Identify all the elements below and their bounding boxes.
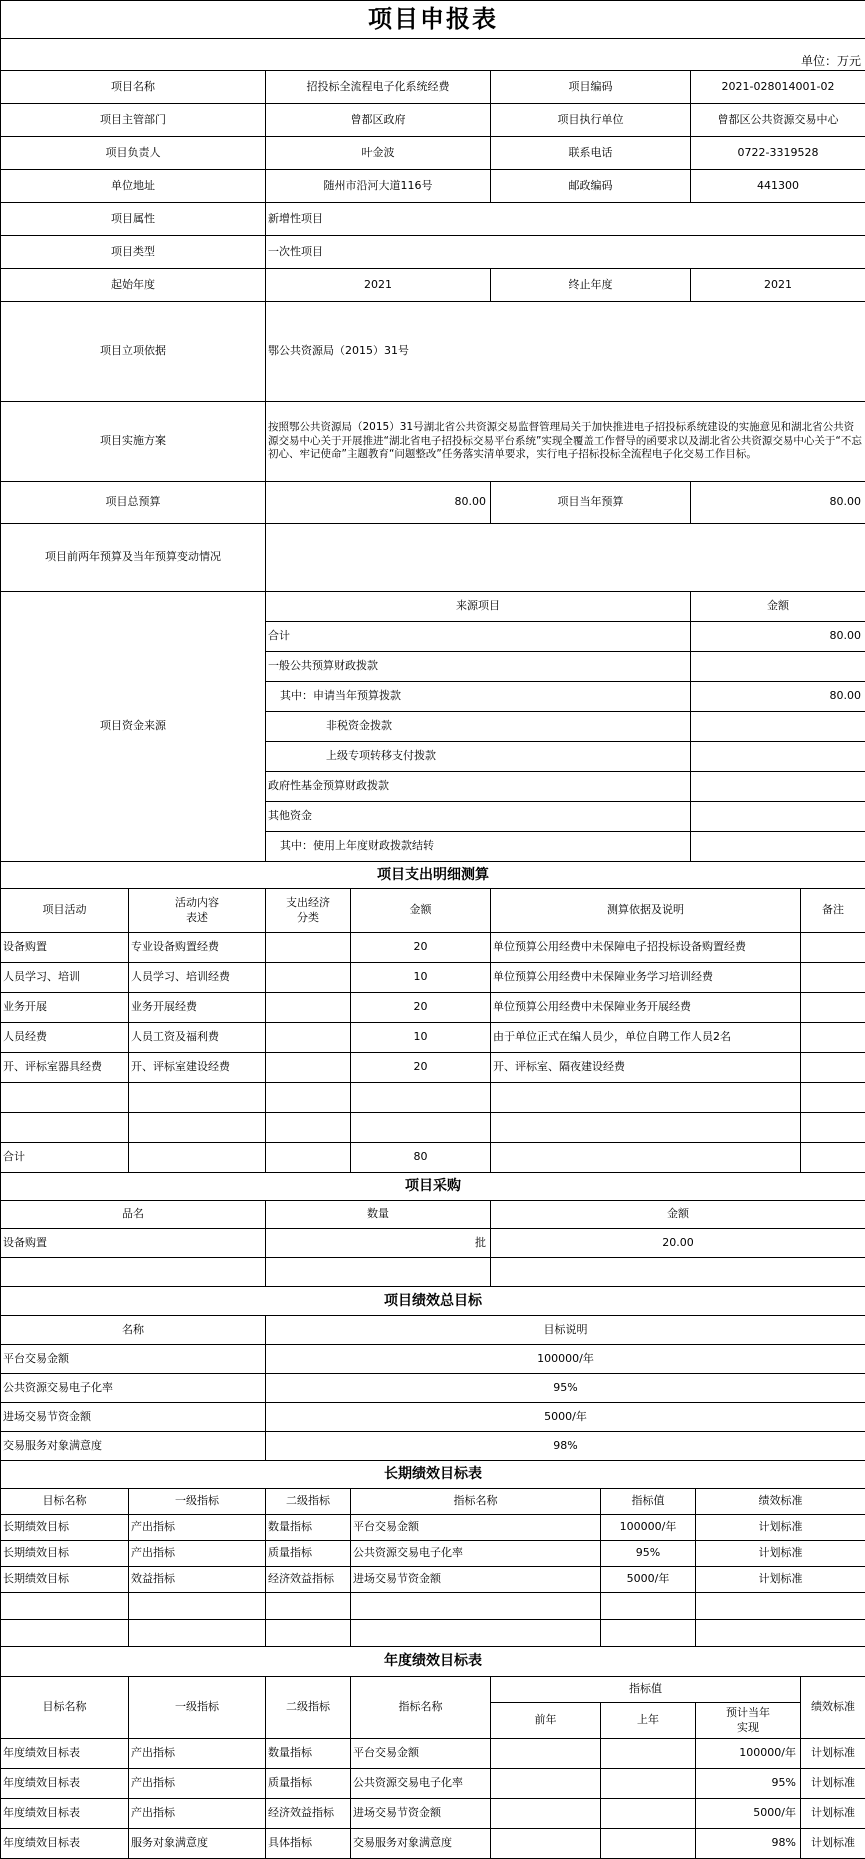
annual-prev <box>601 1769 696 1799</box>
longterm-goal <box>1 1593 129 1620</box>
longterm-header: 指标名称 <box>351 1489 601 1515</box>
overall-section-title: 项目绩效总目标 <box>1 1287 865 1316</box>
budget-change-label: 项目前两年预算及当年预算变动情况 <box>1 524 266 592</box>
annual-indicator: 公共资源交易电子化率 <box>351 1769 491 1799</box>
annual-l1: 服务对象满意度 <box>129 1829 266 1859</box>
expense-row <box>1 933 865 963</box>
funding-row-name: 上级专项转移支付拨款 <box>266 742 691 772</box>
addr-value: 随州市沿河大道116号 <box>266 170 491 203</box>
total-budget-value: 80.00 <box>266 482 491 524</box>
longterm-standard: 计划标准 <box>696 1541 865 1567</box>
annual-indicator: 平台交易金额 <box>351 1739 491 1769</box>
longterm-row <box>1 1515 865 1541</box>
expense-class <box>266 1143 351 1173</box>
expense-content <box>129 1113 266 1143</box>
start-year-label: 起始年度 <box>1 269 266 302</box>
expense-activity <box>1 1083 129 1113</box>
longterm-value: 95% <box>601 1541 696 1567</box>
longterm-value: 5000/年 <box>601 1567 696 1593</box>
current-budget-value: 80.00 <box>691 482 865 524</box>
longterm-l1 <box>129 1620 266 1647</box>
name-label: 项目名称 <box>1 71 266 104</box>
zip-label: 邮政编码 <box>491 170 691 203</box>
funding-row-amount <box>691 802 865 832</box>
expense-content: 业务开展经费 <box>129 993 266 1023</box>
expense-class <box>266 1053 351 1083</box>
procurement-item: 设备购置 <box>1 1229 266 1258</box>
annual-expect: 98% <box>696 1829 801 1859</box>
expense-amount: 20 <box>351 993 491 1023</box>
expense-amount <box>351 1113 491 1143</box>
funding-row-amount <box>691 712 865 742</box>
expense-content <box>129 1083 266 1113</box>
longterm-indicator: 公共资源交易电子化率 <box>351 1541 601 1567</box>
annual-l2: 具体指标 <box>266 1829 351 1859</box>
total-budget-label: 项目总预算 <box>1 482 266 524</box>
annual-row <box>1 1799 865 1829</box>
procurement-qty <box>266 1258 491 1287</box>
procurement-header: 品名 <box>1 1201 266 1229</box>
longterm-standard <box>696 1593 865 1620</box>
expense-total-label: 合计 <box>1 1143 129 1173</box>
expense-amount: 20 <box>351 933 491 963</box>
funding-label: 项目资金来源 <box>1 592 266 862</box>
expense-header: 支出经济 分类 <box>266 889 351 933</box>
annual-header-l2: 二级指标 <box>266 1677 351 1739</box>
expense-content: 人员工资及福利费 <box>129 1023 266 1053</box>
procurement-row <box>1 1229 865 1258</box>
annual-header-prev: 上年 <box>601 1703 696 1739</box>
expense-class <box>266 1083 351 1113</box>
longterm-header: 一级指标 <box>129 1489 266 1515</box>
annual-prev2 <box>491 1799 601 1829</box>
basis-label: 项目立项依据 <box>1 302 266 402</box>
overall-name: 公共资源交易电子化率 <box>1 1374 266 1403</box>
expense-remark <box>801 1053 865 1083</box>
annual-expect: 95% <box>696 1769 801 1799</box>
annual-standard: 计划标准 <box>801 1799 865 1829</box>
expense-basis: 单位预算公用经费中未保障业务学习培训经费 <box>491 963 801 993</box>
annual-standard: 计划标准 <box>801 1829 865 1859</box>
funding-row-name: 其他资金 <box>266 802 691 832</box>
expense-remark <box>801 963 865 993</box>
expense-header: 测算依据及说明 <box>491 889 801 933</box>
expense-remark <box>801 1083 865 1113</box>
basis-value: 鄂公共资源局（2015）31号 <box>266 302 865 402</box>
exec-label: 项目执行单位 <box>491 104 691 137</box>
type-label: 项目类型 <box>1 236 266 269</box>
expense-class <box>266 963 351 993</box>
expense-content: 开、评标室建设经费 <box>129 1053 266 1083</box>
overall-row <box>1 1374 865 1403</box>
expense-class <box>266 1023 351 1053</box>
expense-remark <box>801 1143 865 1173</box>
annual-header-expect: 预计当年 实现 <box>696 1703 801 1739</box>
longterm-l1 <box>129 1593 266 1620</box>
form-title: 项目申报表 <box>1 1 865 39</box>
funding-row-amount <box>691 772 865 802</box>
procurement-item <box>1 1258 266 1287</box>
annual-prev <box>601 1829 696 1859</box>
longterm-l1: 产出指标 <box>129 1541 266 1567</box>
longterm-row <box>1 1541 865 1567</box>
annual-goal: 年度绩效目标表 <box>1 1829 129 1859</box>
funding-row-amount: 80.00 <box>691 682 865 712</box>
expense-activity <box>1 1113 129 1143</box>
annual-l1: 产出指标 <box>129 1769 266 1799</box>
annual-l1: 产出指标 <box>129 1799 266 1829</box>
expense-row <box>1 993 865 1023</box>
overall-row <box>1 1345 865 1374</box>
procurement-row <box>1 1258 865 1287</box>
expense-amount: 10 <box>351 1023 491 1053</box>
exec-value: 曾都区公共资源交易中心 <box>691 104 865 137</box>
longterm-value <box>601 1593 696 1620</box>
overall-desc: 5000/年 <box>266 1403 865 1432</box>
funding-row-name: 一般公共预算财政拨款 <box>266 652 691 682</box>
overall-header: 目标说明 <box>266 1316 865 1345</box>
longterm-indicator <box>351 1593 601 1620</box>
annual-goal: 年度绩效目标表 <box>1 1739 129 1769</box>
expense-row <box>1 1113 865 1143</box>
attr-value: 新增性项目 <box>266 203 865 236</box>
expense-basis <box>491 1113 801 1143</box>
procurement-amount <box>491 1258 865 1287</box>
expense-class <box>266 1113 351 1143</box>
annual-standard: 计划标准 <box>801 1739 865 1769</box>
funding-row-name: 其中：使用上年度财政拨款结转 <box>266 832 691 862</box>
longterm-l2: 质量指标 <box>266 1541 351 1567</box>
plan-label: 项目实施方案 <box>1 402 266 482</box>
type-value: 一次性项目 <box>266 236 865 269</box>
attr-label: 项目属性 <box>1 203 266 236</box>
longterm-l1: 产出指标 <box>129 1515 266 1541</box>
dept-value: 曾都区政府 <box>266 104 491 137</box>
procurement-header: 金额 <box>491 1201 865 1229</box>
expense-activity: 人员学习、培训 <box>1 963 129 993</box>
expense-basis: 单位预算公用经费中未保障电子招投标设备购置经费 <box>491 933 801 963</box>
funding-row-amount: 80.00 <box>691 622 865 652</box>
longterm-header: 绩效标准 <box>696 1489 865 1515</box>
annual-header-value: 指标值 <box>491 1677 801 1703</box>
expense-basis: 开、评标室、隔夜建设经费 <box>491 1053 801 1083</box>
expense-table <box>0 861 865 1173</box>
expense-total-row <box>1 1143 865 1173</box>
longterm-row <box>1 1593 865 1620</box>
overall-desc: 100000/年 <box>266 1345 865 1374</box>
expense-header: 项目活动 <box>1 889 129 933</box>
annual-standard: 计划标准 <box>801 1769 865 1799</box>
expense-basis <box>491 1083 801 1113</box>
longterm-indicator <box>351 1620 601 1647</box>
phone-label: 联系电话 <box>491 137 691 170</box>
annual-prev <box>601 1739 696 1769</box>
expense-content <box>129 1143 266 1173</box>
annual-header-standard: 绩效标准 <box>801 1677 865 1739</box>
code-value: 2021-028014001-02 <box>691 71 865 104</box>
annual-row <box>1 1829 865 1859</box>
overall-desc: 95% <box>266 1374 865 1403</box>
expense-row <box>1 1023 865 1053</box>
funding-col-source: 来源项目 <box>266 592 691 622</box>
expense-remark <box>801 993 865 1023</box>
funding-row-name: 合计 <box>266 622 691 652</box>
longterm-goals-table <box>0 1460 865 1647</box>
overall-row <box>1 1403 865 1432</box>
procurement-header: 数量 <box>266 1201 491 1229</box>
expense-header: 活动内容 表述 <box>129 889 266 933</box>
expense-content: 专业设备购置经费 <box>129 933 266 963</box>
expense-activity: 开、评标室器具经费 <box>1 1053 129 1083</box>
longterm-header: 目标名称 <box>1 1489 129 1515</box>
annual-l2: 数量指标 <box>266 1739 351 1769</box>
leader-value: 叶金波 <box>266 137 491 170</box>
expense-activity: 设备购置 <box>1 933 129 963</box>
annual-goals-table <box>0 1646 865 1859</box>
expense-remark <box>801 1023 865 1053</box>
overall-name: 进场交易节资金额 <box>1 1403 266 1432</box>
annual-goal: 年度绩效目标表 <box>1 1769 129 1799</box>
expense-content: 人员学习、培训经费 <box>129 963 266 993</box>
annual-expect: 100000/年 <box>696 1739 801 1769</box>
start-year-value: 2021 <box>266 269 491 302</box>
annual-header-name: 目标名称 <box>1 1677 129 1739</box>
longterm-section-title: 长期绩效目标表 <box>1 1461 865 1489</box>
current-budget-label: 项目当年预算 <box>491 482 691 524</box>
longterm-goal <box>1 1620 129 1647</box>
annual-header-indicator: 指标名称 <box>351 1677 491 1739</box>
funding-row-amount <box>691 742 865 772</box>
expense-class <box>266 933 351 963</box>
expense-header: 金额 <box>351 889 491 933</box>
expense-amount <box>351 1083 491 1113</box>
longterm-goal: 长期绩效目标 <box>1 1567 129 1593</box>
zip-value: 441300 <box>691 170 865 203</box>
annual-section-title: 年度绩效目标表 <box>1 1647 865 1677</box>
funding-row-name: 政府性基金预算财政拨款 <box>266 772 691 802</box>
procurement-table <box>0 1172 865 1287</box>
overall-name: 平台交易金额 <box>1 1345 266 1374</box>
expense-amount: 10 <box>351 963 491 993</box>
expense-activity: 业务开展 <box>1 993 129 1023</box>
longterm-row <box>1 1567 865 1593</box>
expense-activity: 人员经费 <box>1 1023 129 1053</box>
expense-class <box>266 993 351 1023</box>
plan-value: 按照鄂公共资源局（2015）31号湖北省公共资源交易监督管理局关于加快推进电子招投标系统建设的实施意见和湖北省公共资源交易中心关于开展推进“湖北省电子招投标交易平台系统”实现全覆盖工作督导的函要求以及湖北省公共资源交易中心关于“不忘初心、牢记使命”主题教育“问题整改”任务落实清单要求，实行电子招标投标全流程电子化交易工作目标。 <box>266 402 865 482</box>
phone-value: 0722-3319528 <box>691 137 865 170</box>
basic-info-table <box>0 0 865 592</box>
longterm-l2: 数量指标 <box>266 1515 351 1541</box>
annual-prev <box>601 1799 696 1829</box>
longterm-l2: 经济效益指标 <box>266 1567 351 1593</box>
overall-desc: 98% <box>266 1432 865 1461</box>
expense-row <box>1 1053 865 1083</box>
procurement-section-title: 项目采购 <box>1 1173 865 1201</box>
annual-header-prev2: 前年 <box>491 1703 601 1739</box>
longterm-goal: 长期绩效目标 <box>1 1515 129 1541</box>
expense-section-title: 项目支出明细测算 <box>1 862 865 889</box>
longterm-standard: 计划标准 <box>696 1567 865 1593</box>
longterm-indicator: 进场交易节资金额 <box>351 1567 601 1593</box>
annual-row <box>1 1739 865 1769</box>
budget-change-value <box>266 524 865 592</box>
longterm-header: 二级指标 <box>266 1489 351 1515</box>
longterm-l1: 效益指标 <box>129 1567 266 1593</box>
unit-label: 单位：万元 <box>1 39 865 71</box>
longterm-row <box>1 1620 865 1647</box>
longterm-value <box>601 1620 696 1647</box>
overall-header: 名称 <box>1 1316 266 1345</box>
longterm-header: 指标值 <box>601 1489 696 1515</box>
procurement-amount: 20.00 <box>491 1229 865 1258</box>
annual-indicator: 交易服务对象满意度 <box>351 1829 491 1859</box>
expense-basis: 由于单位正式在编人员少，单位自聘工作人员2名 <box>491 1023 801 1053</box>
annual-l2: 经济效益指标 <box>266 1799 351 1829</box>
annual-prev2 <box>491 1769 601 1799</box>
expense-remark <box>801 933 865 963</box>
longterm-value: 100000/年 <box>601 1515 696 1541</box>
procurement-qty: 批 <box>266 1229 491 1258</box>
annual-row <box>1 1769 865 1799</box>
funding-col-amount: 金额 <box>691 592 865 622</box>
expense-row <box>1 963 865 993</box>
annual-prev2 <box>491 1739 601 1769</box>
funding-table <box>0 591 865 862</box>
overall-goals-table <box>0 1286 865 1461</box>
expense-remark <box>801 1113 865 1143</box>
dept-label: 项目主管部门 <box>1 104 266 137</box>
leader-label: 项目负责人 <box>1 137 266 170</box>
annual-prev2 <box>491 1829 601 1859</box>
funding-row-amount <box>691 832 865 862</box>
funding-row-name: 非税资金拨款 <box>266 712 691 742</box>
longterm-standard <box>696 1620 865 1647</box>
annual-l1: 产出指标 <box>129 1739 266 1769</box>
expense-total-amount: 80 <box>351 1143 491 1173</box>
expense-basis <box>491 1143 801 1173</box>
overall-row <box>1 1432 865 1461</box>
longterm-indicator: 平台交易金额 <box>351 1515 601 1541</box>
expense-row <box>1 1083 865 1113</box>
annual-indicator: 进场交易节资金额 <box>351 1799 491 1829</box>
expense-amount: 20 <box>351 1053 491 1083</box>
annual-goal: 年度绩效目标表 <box>1 1799 129 1829</box>
annual-expect: 5000/年 <box>696 1799 801 1829</box>
longterm-l2 <box>266 1593 351 1620</box>
end-year-label: 终止年度 <box>491 269 691 302</box>
longterm-l2 <box>266 1620 351 1647</box>
overall-name: 交易服务对象满意度 <box>1 1432 266 1461</box>
code-label: 项目编码 <box>491 71 691 104</box>
annual-l2: 质量指标 <box>266 1769 351 1799</box>
name-value: 招投标全流程电子化系统经费 <box>266 71 491 104</box>
expense-basis: 单位预算公用经费中未保障业务开展经费 <box>491 993 801 1023</box>
funding-row-amount <box>691 652 865 682</box>
end-year-value: 2021 <box>691 269 865 302</box>
longterm-standard: 计划标准 <box>696 1515 865 1541</box>
addr-label: 单位地址 <box>1 170 266 203</box>
annual-header-l1: 一级指标 <box>129 1677 266 1739</box>
expense-header: 备注 <box>801 889 865 933</box>
longterm-goal: 长期绩效目标 <box>1 1541 129 1567</box>
funding-row-name: 其中：申请当年预算拨款 <box>266 682 691 712</box>
